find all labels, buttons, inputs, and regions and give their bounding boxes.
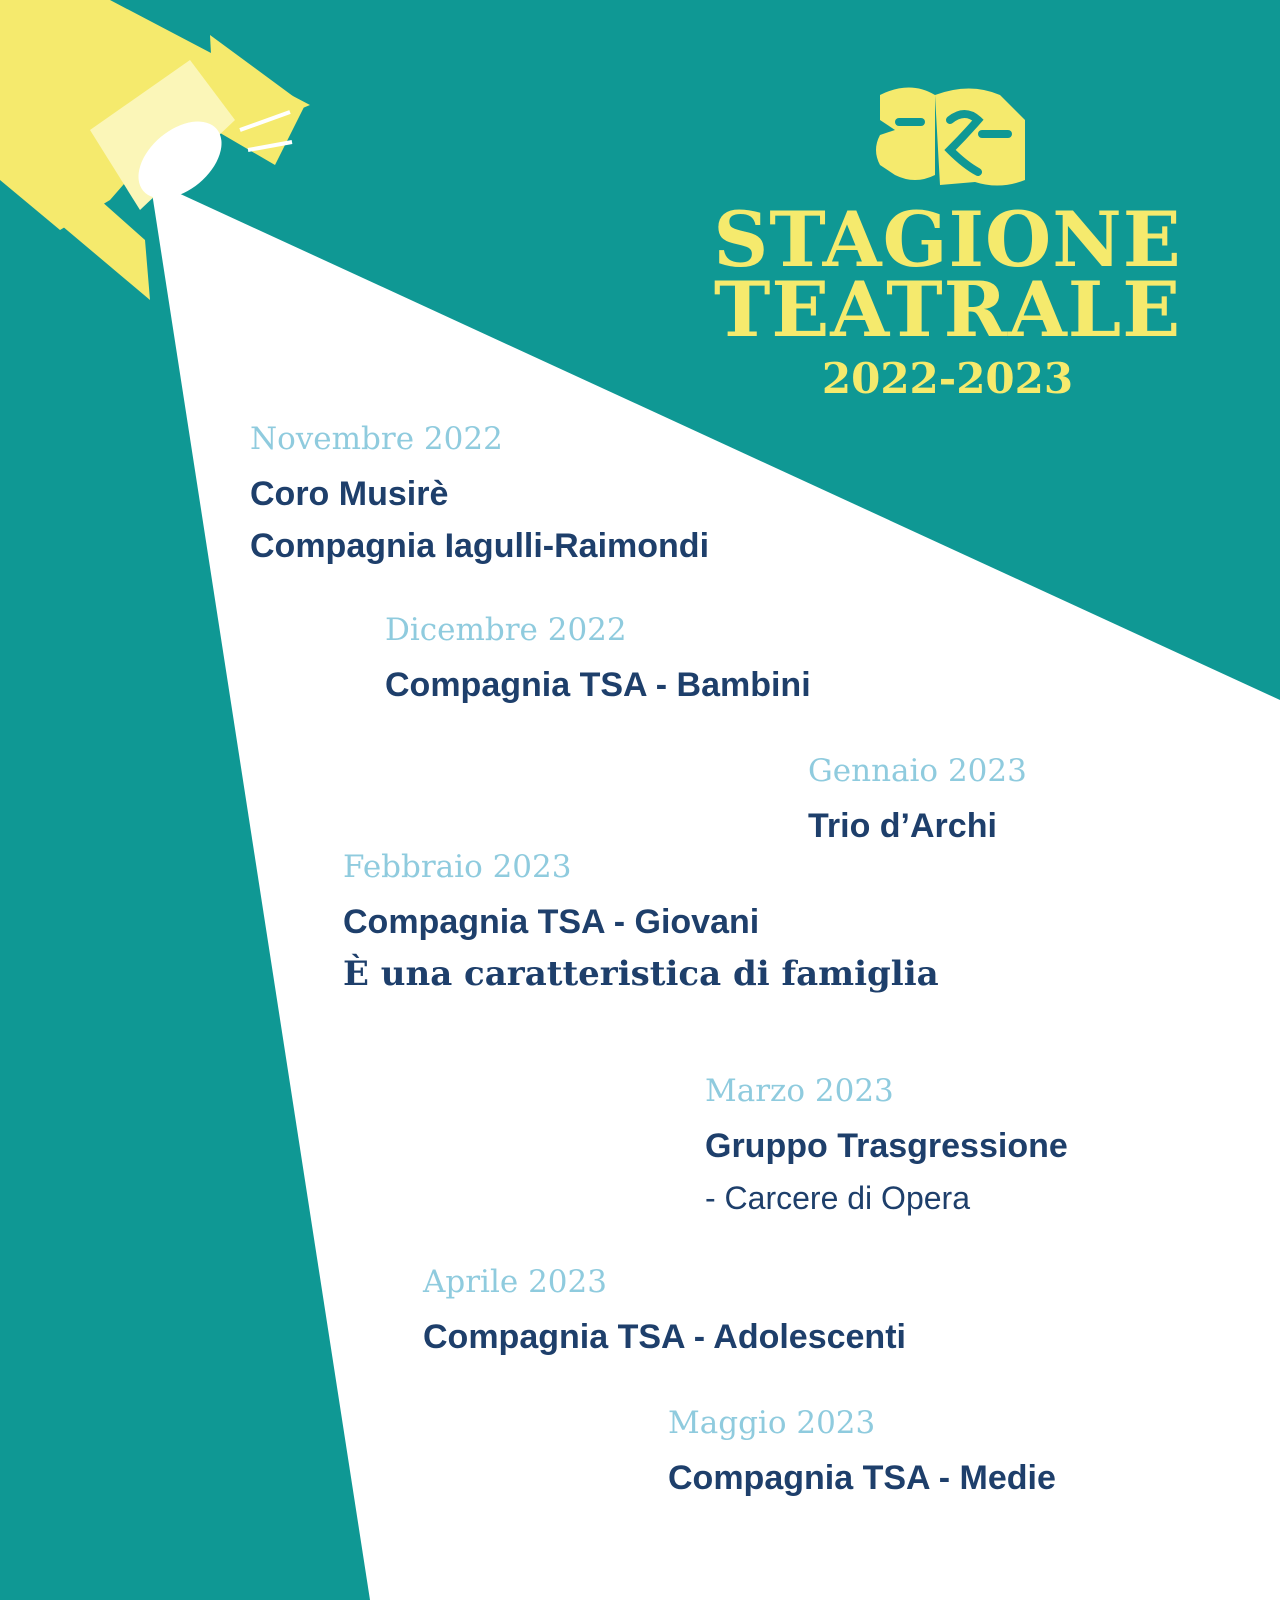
event-title: È una caratteristica di famiglia (343, 954, 939, 994)
event-title: Compagnia TSA - Giovani (343, 903, 760, 941)
event-novembre (250, 420, 709, 572)
event-subtitle: - Carcere di Opera (705, 1180, 970, 1216)
event-title: Gruppo Trasgressione (705, 1127, 1068, 1165)
event-title: Trio d’Archi (808, 807, 997, 845)
event-gennaio (808, 752, 1027, 852)
event-month: Novembre 2022 (250, 421, 503, 457)
event-aprile (423, 1263, 906, 1363)
event-dicembre (385, 611, 811, 711)
title-line-1: STAGIONE (713, 195, 1182, 284)
event-maggio (668, 1404, 1056, 1504)
tsa-logo-icon (876, 88, 1025, 186)
season-header (700, 195, 1195, 405)
event-month: Dicembre 2022 (385, 612, 627, 648)
event-title: Compagnia TSA - Medie (668, 1459, 1056, 1497)
season-years: 2022-2023 (821, 354, 1074, 403)
event-febbraio (343, 848, 939, 1000)
event-marzo (705, 1072, 1068, 1224)
event-title: Coro Musirè (250, 475, 449, 513)
event-month: Marzo 2023 (705, 1073, 894, 1109)
event-month: Aprile 2023 (423, 1264, 607, 1300)
event-title: Compagnia Iagulli-Raimondi (250, 527, 710, 565)
event-month: Maggio 2023 (668, 1405, 876, 1441)
title-line-2: TEATRALE (713, 265, 1182, 354)
event-title: Compagnia TSA - Adolescenti (423, 1318, 906, 1356)
event-title: Compagnia TSA - Bambini (385, 666, 811, 704)
event-month: Gennaio 2023 (808, 753, 1027, 789)
event-month: Febbraio 2023 (343, 849, 572, 885)
